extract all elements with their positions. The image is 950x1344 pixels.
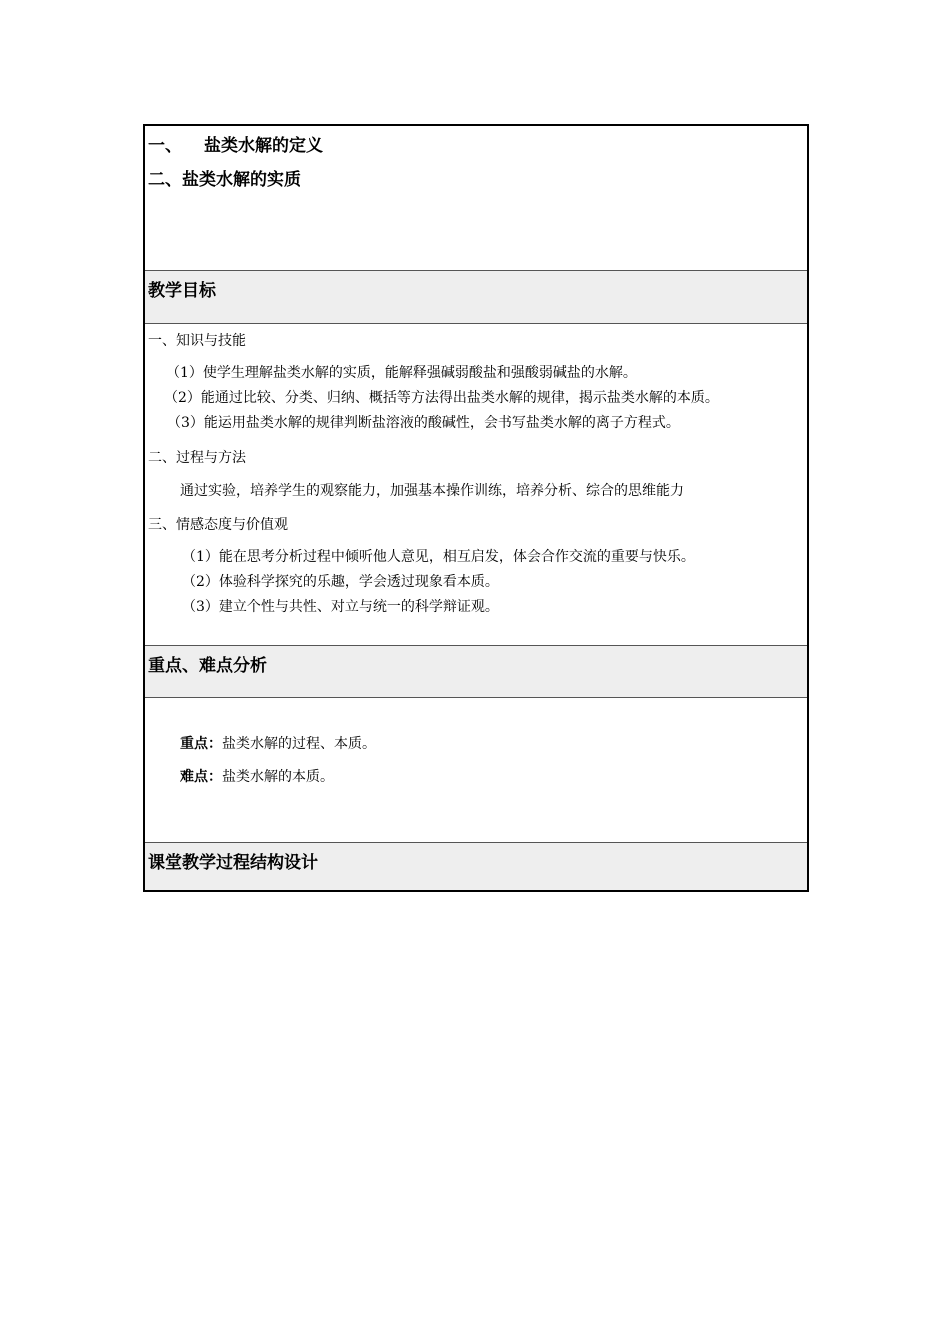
knowledge-item: （3）能运用盐类水解的规律判断盐溶液的酸碱性，会书写盐类水解的离子方程式。 [167,415,680,431]
key-point [180,733,376,753]
process-text: 通过实验，培养学生的观察能力，加强基本操作训练，培养分析、综合的思维能力 [180,483,684,499]
key-label: 重点： [180,736,222,752]
difficult-text: 盐类水解的本质。 [222,769,334,785]
definition-line-2: 二、盐类水解的实质 [148,170,301,190]
process-heading: 二、过程与方法 [148,450,246,466]
process-design-heading: 课堂教学过程结构设计 [148,853,318,873]
emotion-heading: 三、情感态度与价值观 [148,517,288,533]
definition-row [145,126,807,270]
emotion-item: （1）能在思考分析过程中倾听他人意见，相互启发，体会合作交流的重要与快乐。 [182,549,695,565]
objectives-body-row [145,323,807,645]
lesson-plan-table [143,124,809,892]
emotion-item: （3）建立个性与共性、对立与统一的科学辩证观。 [182,599,499,615]
keypoints-heading: 重点、难点分析 [148,656,267,676]
objectives-heading: 教学目标 [148,281,216,301]
definition-line-1: 一、 盐类水解的定义 [148,136,323,156]
difficult-point [180,766,334,786]
keypoints-heading-row [145,645,807,697]
key-text: 盐类水解的过程、本质。 [222,736,376,752]
emotion-item: （2）体验科学探究的乐趣，学会透过现象看本质。 [182,574,499,590]
knowledge-item: （2）能通过比较、分类、归纳、概括等方法得出盐类水解的规律，揭示盐类水解的本质。 [164,390,719,406]
difficult-label: 难点： [180,769,222,785]
knowledge-heading: 一、知识与技能 [148,333,246,349]
keypoints-body-row [145,697,807,842]
knowledge-item: （1）使学生理解盐类水解的实质，能解释强碱弱酸盐和强酸弱碱盐的水解。 [166,365,637,381]
process-design-heading-row [145,842,807,890]
objectives-heading-row [145,270,807,323]
